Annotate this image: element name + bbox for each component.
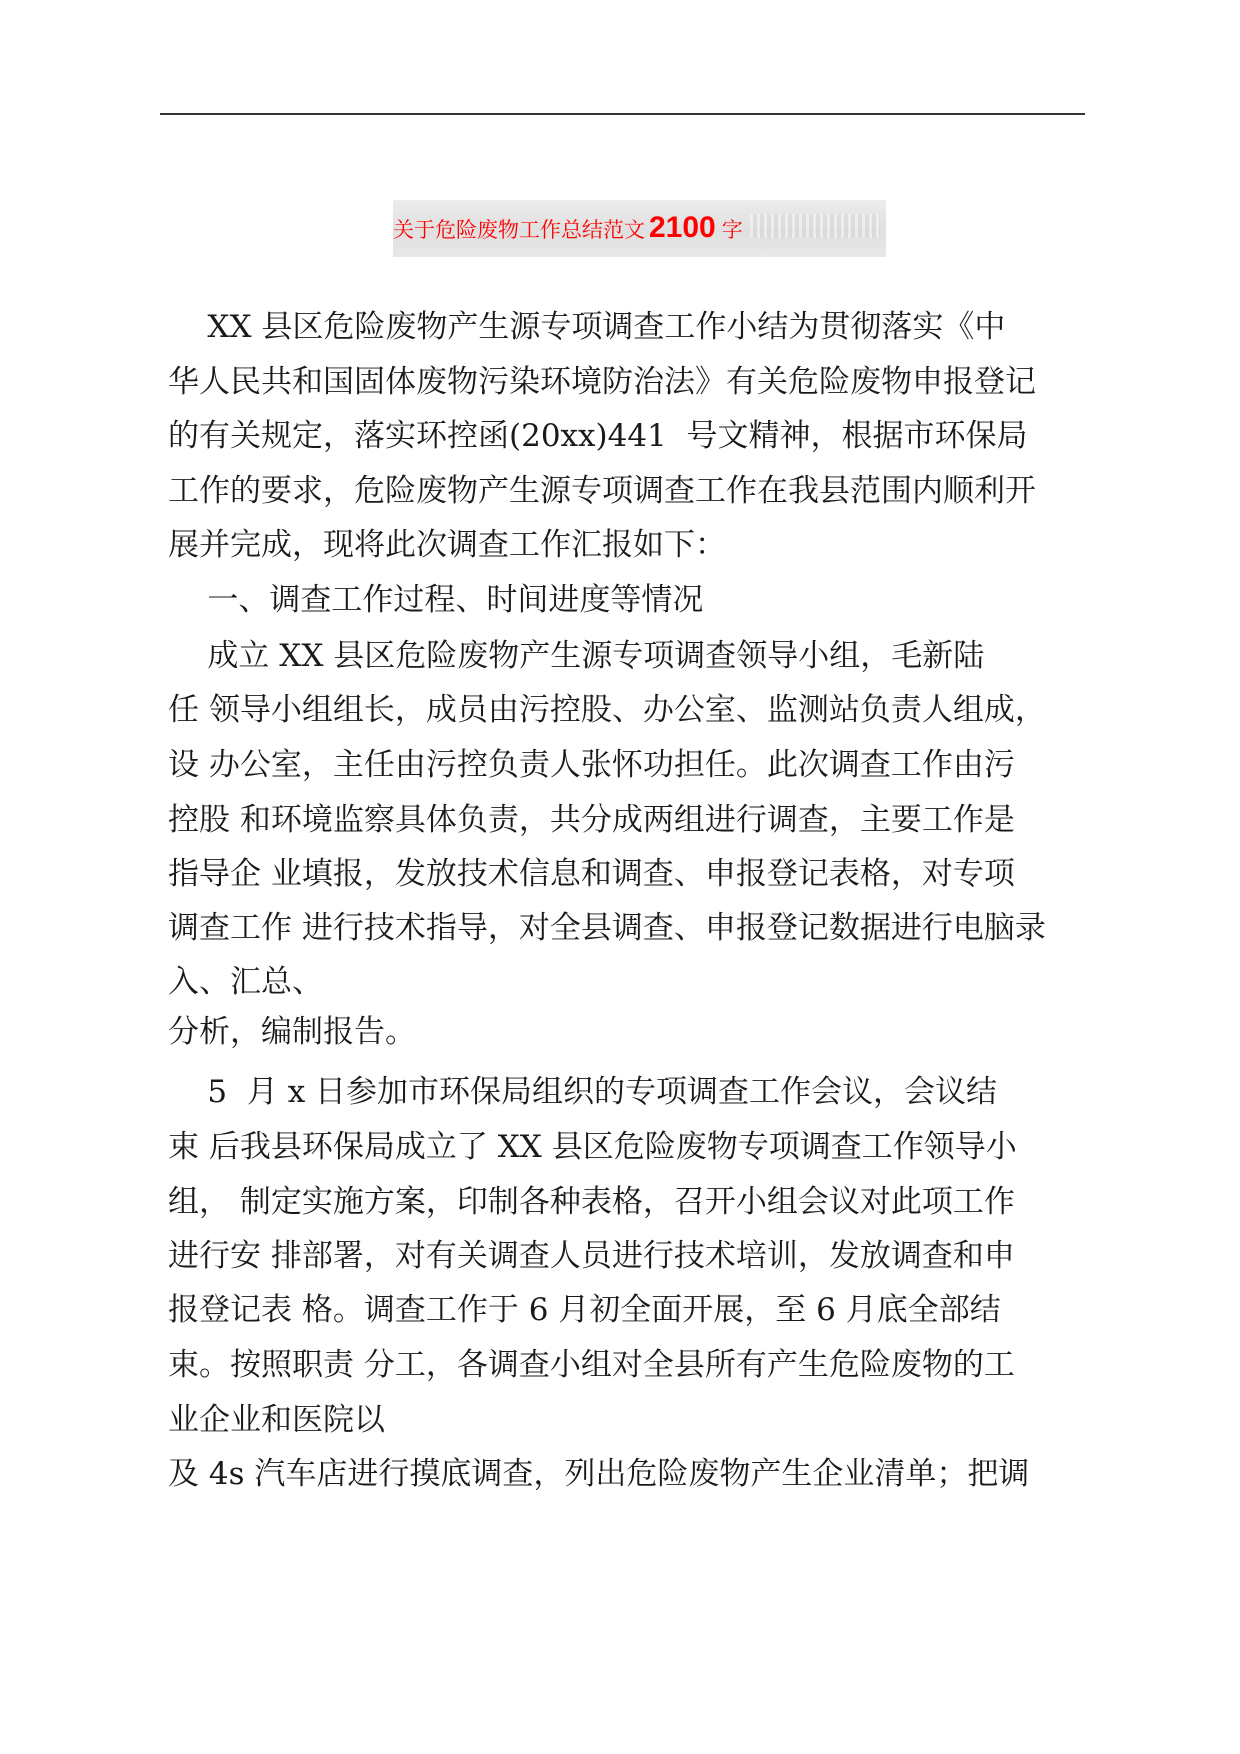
body-line: 及 4s 汽车店进行摸底调查，列出危险废物产生企业清单；把调 — [168, 1456, 1030, 1492]
body-line: 调查工作 进行技术指导，对全县调查、申报登记数据进行电脑录 — [168, 910, 1046, 946]
body-line: 指导企 业填报，发放技术信息和调查、申报登记表格，对专项 — [168, 856, 1015, 892]
body-line: 束。按照职责 分工，各调查小组对全县所有产生危险废物的工 — [168, 1347, 1015, 1383]
body-line: 报登记表 格。调查工作于 6 月初全面开展，至 6 月底全部结 — [168, 1292, 1001, 1328]
body-line: 组， 制定实施方案，印制各种表格，召开小组会议对此项工作 — [168, 1184, 1015, 1220]
body-line: 成立 XX 县区危险废物产生源专项调查领导小组，毛新陆 — [168, 638, 985, 674]
body-line: 5 月 x 日参加市环保局组织的专项调查工作会议，会议结 — [168, 1074, 998, 1110]
body-line: 华人民共和国固体废物污染环境防治法》有关危险废物申报登记 — [168, 364, 1036, 400]
body-line: 工作的要求，危险废物产生源专项调查工作在我县范围内顺利开 — [168, 473, 1036, 509]
body-line: 束 后我县环保局成立了 XX 县区危险废物专项调查工作领导小 — [168, 1129, 1017, 1165]
body-line: 控股 和环境监察具体负责，共分成两组进行调查，主要工作是 — [168, 802, 1015, 838]
body-line: 进行安 排部署，对有关调查人员进行技术培训，发放调查和申 — [168, 1238, 1015, 1274]
document-title-banner — [393, 200, 886, 257]
section-heading: 一、调查工作过程、时间进度等情况 — [168, 582, 704, 618]
document-title-prefix: 关于危险废物工作总结范文 — [393, 217, 645, 242]
header-rule — [160, 113, 1085, 115]
document-title-number: 2100 — [649, 210, 716, 244]
body-line: 展并完成，现将此次调查工作汇报如下： — [168, 527, 726, 563]
body-line: 任 领导小组组长，成员由污控股、办公室、监测站负责人组成， — [168, 692, 1046, 728]
body-line: 分析，编制报告。 — [168, 1014, 416, 1050]
body-line: 业企业和医院以 — [168, 1402, 385, 1438]
body-line: 入、汇总、 — [168, 964, 323, 1000]
document-title-suffix: 字 — [721, 217, 743, 242]
body-line: XX 县区危险废物产生源专项调查工作小结为贯彻落实《中 — [168, 309, 1006, 345]
body-line: 设 办公室，主任由污控负责人张怀功担任。此次调查工作由污 — [168, 747, 1015, 783]
body-line: 的有关规定，落实环控函(20xx)441 号文精神，根据市环保局 — [168, 418, 1028, 454]
title-watermark-smudge — [750, 214, 880, 238]
